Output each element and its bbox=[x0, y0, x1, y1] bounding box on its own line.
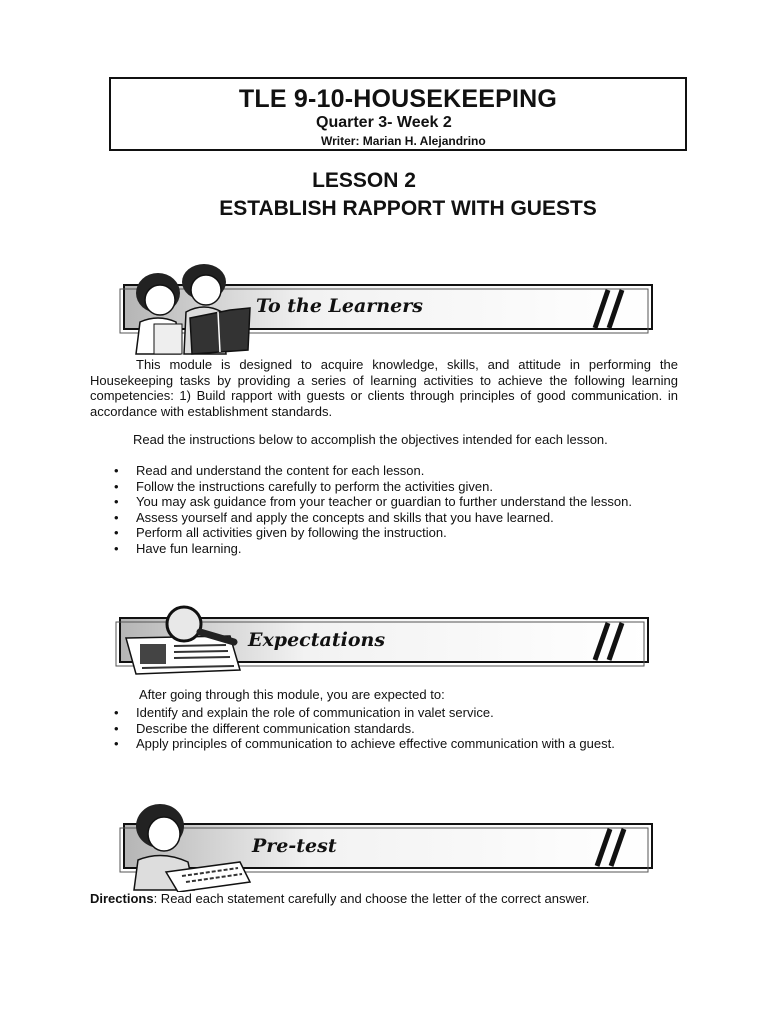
list-item: • Read and understand the content for each lesson. bbox=[90, 463, 678, 479]
list-item: • Describe the different communication standards. bbox=[90, 721, 678, 737]
expectations-label: Expectations bbox=[248, 629, 386, 651]
list-item: • Perform all activities given by following the instruction. bbox=[90, 525, 678, 541]
quarter-week: Quarter 3- Week 2 bbox=[316, 114, 452, 131]
expectations-list bbox=[90, 705, 678, 752]
expectations-lead-text: After going through this module, you are expected to: bbox=[139, 687, 445, 702]
to-the-learners-label: To the Learners bbox=[256, 295, 423, 317]
list-item: • Have fun learning. bbox=[90, 541, 678, 557]
header-box bbox=[109, 77, 687, 151]
intro-text: This module is designed to acquire knowledge, skills, and attitude in performing the Housekeeping tasks by providing a series of learning activities to achieve the following learning competencies: 1) Build rapport with guests or clients through principles of good communication. in accordance with establishment standards. bbox=[90, 357, 678, 419]
expectations-banner bbox=[100, 598, 660, 688]
to-the-learners-banner bbox=[100, 258, 660, 348]
writer-credit: Writer: Marian H. Alejandrino bbox=[321, 134, 486, 148]
pretest-banner bbox=[100, 800, 660, 890]
list-item: • Assess yourself and apply the concepts and skills that you have learned. bbox=[90, 510, 678, 526]
instructions-list bbox=[90, 463, 678, 557]
student-writing-icon bbox=[100, 800, 660, 892]
instructions-lead-text: Read the instructions below to accomplish the objectives intended for each lesson. bbox=[133, 432, 608, 447]
page-title: TLE 9-10-HOUSEKEEPING bbox=[238, 85, 558, 113]
list-item: • Follow the instructions carefully to perform the activities given. bbox=[90, 479, 678, 495]
intro-paragraph bbox=[90, 357, 678, 419]
expectations-lead bbox=[139, 687, 679, 703]
list-item: • Apply principles of communication to achieve effective communication with a guest. bbox=[90, 736, 678, 752]
pretest-label: Pre-test bbox=[252, 835, 337, 857]
list-item: • You may ask guidance from your teacher or guardian to further understand the lesson. bbox=[90, 494, 678, 510]
lesson-title: ESTABLISH RAPPORT WITH GUESTS bbox=[219, 197, 597, 220]
directions-text: : Read each statement carefully and choose the letter of the correct answer. bbox=[153, 891, 590, 906]
list-item: • Identify and explain the role of communication in valet service. bbox=[90, 705, 678, 721]
directions-label: Directions bbox=[90, 891, 154, 906]
instructions-lead bbox=[133, 432, 693, 448]
lesson-number: LESSON 2 bbox=[312, 169, 416, 192]
directions bbox=[90, 891, 678, 907]
